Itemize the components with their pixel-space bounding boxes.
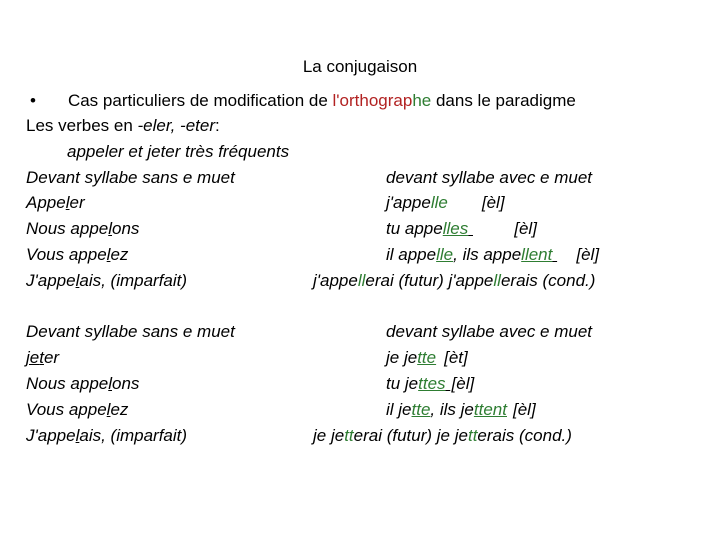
text: [èl]: [512, 400, 536, 419]
text: tu je: [386, 374, 419, 393]
text: erais (cond.): [500, 271, 596, 290]
text: je: [26, 348, 40, 367]
text: erai (futur) je je: [353, 426, 468, 445]
text: ttent: [473, 400, 507, 419]
text: tte: [417, 348, 437, 367]
text: l: [106, 400, 111, 419]
block1-right-heading: devant syllabe avec e muet: [386, 168, 593, 187]
bullet-symbol: •: [30, 91, 36, 110]
verbs-line-colon: :: [215, 116, 220, 135]
text: lle: [430, 193, 448, 212]
bullet-heading: [30, 91, 576, 111]
text: Vous appe: [26, 245, 107, 264]
text: Nous appe: [26, 374, 109, 393]
text: lles: [442, 219, 469, 238]
block2-left-row: [26, 426, 187, 446]
heading-text-green: he: [412, 91, 432, 110]
verbs-line: [26, 116, 220, 136]
block2-left-row: [26, 374, 139, 394]
text: il appe: [386, 245, 437, 264]
block1-left-row: [26, 245, 128, 265]
text: ais, (imparfait): [79, 271, 188, 290]
text: er: [69, 193, 85, 212]
text: [èl]: [576, 245, 600, 264]
text: [èl]: [451, 374, 475, 393]
block2-right-row: [313, 426, 572, 446]
text: , ils appe: [453, 245, 522, 264]
block1-right-row: [386, 219, 537, 239]
text: tt: [467, 426, 478, 445]
text: ll: [357, 271, 366, 290]
block1-left-row: [26, 193, 85, 213]
heading-text-a: Cas particuliers de modification de: [67, 91, 333, 110]
block2-left-row: [26, 400, 128, 420]
verbs-line-a: Les verbes en: [26, 116, 138, 135]
text: llent: [521, 245, 553, 264]
text: tu appe: [386, 219, 443, 238]
text: lle: [436, 245, 454, 264]
text: [èl]: [481, 193, 505, 212]
heading-text-d: dans le paradigme: [431, 91, 576, 110]
text: ons: [112, 374, 140, 393]
verbs-line-suffixes: -eler, -eter: [137, 116, 215, 135]
block2-right-row: [386, 374, 474, 394]
text: , ils je: [430, 400, 474, 419]
text: Appe: [26, 193, 66, 212]
heading-text-red: l'orthograp: [332, 91, 413, 110]
block1-left-row: [26, 271, 187, 291]
text: ais, (imparfait): [79, 426, 188, 445]
text: er: [43, 348, 60, 367]
block2-left-row: [26, 348, 59, 368]
block2-right-row: [386, 400, 536, 420]
text: j'appe: [386, 193, 431, 212]
text: l: [106, 245, 111, 264]
text: il je: [386, 400, 412, 419]
text: t: [39, 348, 44, 367]
text: l: [108, 374, 113, 393]
text: j'appe: [313, 271, 358, 290]
block1-left-row: [26, 219, 139, 239]
text: je je: [313, 426, 345, 445]
block1-left-heading: Devant syllabe sans e muet: [26, 168, 235, 187]
text: l: [65, 193, 70, 212]
text: erai (futur) j'appe: [365, 271, 494, 290]
text: [èt]: [444, 348, 468, 367]
text: erais (cond.): [477, 426, 572, 445]
text: J'appe: [26, 426, 76, 445]
text: ll: [493, 271, 501, 290]
text: tte: [411, 400, 431, 419]
text: l: [75, 426, 80, 445]
block1-right-row: [313, 271, 595, 291]
frequent-verbs-line: appeler et jeter très fréquents: [67, 142, 290, 161]
text: J'appe: [26, 271, 76, 290]
block1-right-row: [386, 245, 599, 265]
text: l: [108, 219, 113, 238]
text: ttes: [418, 374, 446, 393]
text: l: [75, 271, 80, 290]
block2-right-row: [386, 348, 468, 368]
block2-right-heading: devant syllabe avec e muet: [386, 322, 593, 341]
text: Nous appe: [26, 219, 109, 238]
page-title: La conjugaison: [302, 57, 418, 76]
text: je je: [386, 348, 418, 367]
text: Vous appe: [26, 400, 107, 419]
text: ez: [110, 245, 129, 264]
text: ons: [112, 219, 140, 238]
block1-right-row: [386, 193, 505, 213]
text: tt: [344, 426, 354, 445]
block2-left-heading: Devant syllabe sans e muet: [26, 322, 235, 341]
text: [èl]: [514, 219, 537, 238]
text: ez: [110, 400, 129, 419]
